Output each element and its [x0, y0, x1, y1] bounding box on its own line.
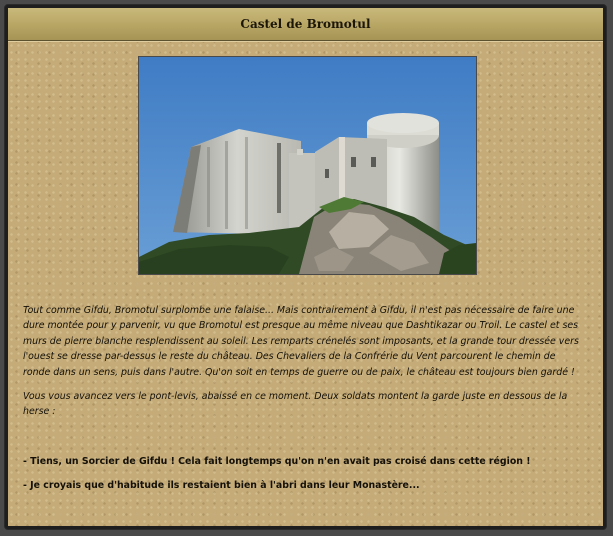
window-frame: [4, 4, 607, 530]
description-paragraph: Vous vous avancez vers le pont-levis, abaissé en ce moment. Deux soldats montent la garde juste en dessous de la herse :: [23, 391, 568, 418]
window-title: Castel de Bromotul: [240, 17, 371, 31]
title-bar: [8, 8, 603, 41]
content-panel: [8, 41, 603, 526]
dialogue-line: - Tiens, un Sorcier de Gifdu ! Cela fait longtemps qu'on n'en avait pas croisé dans cette région !: [23, 456, 531, 467]
castle-photo: [138, 56, 477, 275]
description-paragraph: Tout comme Gifdu, Bromotul surplombe une falaise... Mais contrairement à Gifdu, il n'est pas nécessaire de faire une dure montée pour y parvenir, vu que Bromotul est presque au même niveau que Dashtikazar ou Troil. Le castel et ses murs de pierre blanche resplendissent au soleil. Les remparts crénelés sont imposants, et la grande tour dressée vers l'ouest se dresse par-dessus le reste du château. Des Chevaliers de la Confrérie du Vent parcourent le chemin de ronde dans un sens, puis dans l'autre. Qu'on soit en temps de guerre ou de paix, le château est toujours bien gardé !: [23, 305, 579, 378]
dialogue-line: - Je croyais que d'habitude ils restaient bien à l'abri dans leur Monastère...: [23, 480, 420, 491]
castle-illustration: [139, 57, 476, 274]
description-text: [23, 303, 585, 429]
